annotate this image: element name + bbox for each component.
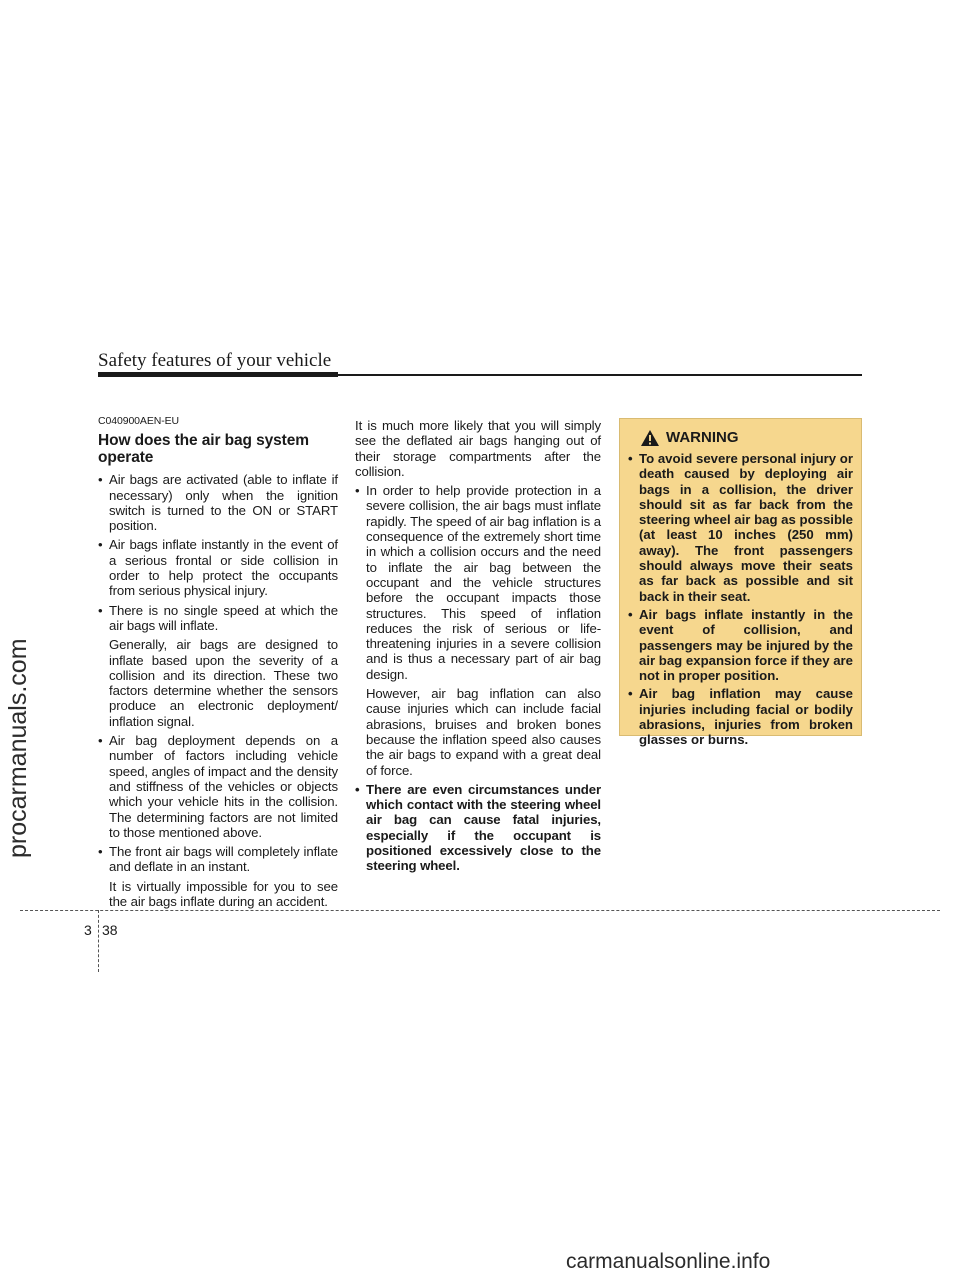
paragraph: It is much more likely that you will simply see the deflated air bags hanging out of their storage compartments after the collision. (355, 418, 601, 479)
list-item: • There are even circumstances under which contact with the steering wheel air bag can cause fatal injuries, especially if the occupant is positioned excessively close to the steering wheel. (355, 782, 601, 874)
list-item: • The front air bags will completely inflate and deflate in an instant. (98, 844, 338, 875)
section-code: C040900AEN-EU (98, 415, 179, 427)
watermark-carmanualsonline: carmanualsonline.info (566, 1250, 771, 1273)
warning-header (640, 429, 853, 447)
footer-vertical-rule (98, 910, 99, 972)
warning-list (628, 451, 853, 748)
warning-triangle-icon (640, 429, 660, 447)
bullet-list-left (98, 472, 338, 633)
list-item: • There is no single speed at which the air bags will inflate. (98, 603, 338, 634)
header-rule (98, 372, 862, 376)
header-rule-thin (338, 374, 862, 376)
paragraph-continuation: Generally, air bags are designed to inflate based upon the severity of a collision and its direction. These two factors determine whether the sensors produce an electronic deployment/ inflation signal. (109, 637, 338, 729)
section-heading: How does the air bag system operate (98, 432, 309, 466)
warning-item: • To avoid severe personal injury or death caused by deploying air bags in a collision, the driver should sit as far back from the steering wheel air bag as possible (at least 10 inches (250 mm) away). The front passengers should always move their seats as far back as possible and sit back in their seat. (628, 451, 853, 604)
chapter-number: 3 (84, 922, 92, 938)
warning-item: • Air bags inflate instantly in the event of collision, and passengers may be injured by the air bag expansion force if they are not in proper position. (628, 607, 853, 683)
list-item: • Air bag deployment depends on a number of factors including vehicle speed, angles of impact and the density and stiffness of the vehicles or objects which your vehicle hits in the collision. The determining factors are not limited to those mentioned above. (98, 733, 338, 840)
paragraph-continuation: It is virtually impossible for you to see the air bags inflate during an accident. (109, 878, 338, 910)
page-header-title: Safety features of your vehicle (98, 350, 332, 371)
page-number: 38 (102, 922, 118, 938)
warning-box (619, 418, 862, 748)
paragraph-continuation: However, air bag inflation can also cause injuries which can include facial abrasions, bruises and broken bones because the inflation speed also causes the air bags to expand with a great deal of force. (366, 686, 601, 778)
footer-rule (20, 910, 940, 911)
watermark-procarmanuals: procarmanuals.com (4, 638, 32, 858)
bullet-list-middle (355, 483, 601, 682)
column-left (98, 414, 338, 913)
bullet-list-middle-bold (355, 782, 601, 874)
warning-item: • Air bag inflation may cause injuries including facial or bodily abrasions, injuries from broken glasses or burns. (628, 686, 853, 747)
list-item: • Air bags inflate instantly in the event of a serious frontal or side collision in order to help protect the occupants from serious physical injury. (98, 537, 338, 598)
warning-title: WARNING (666, 429, 739, 447)
list-item: • In order to help provide protection in a severe collision, the air bags must inflate rapidly. The speed of air bag inflation is a consequence of the extremely short time in which a collision occurs and the need to inflate the air bag between the occupant and the vehicle structures before the occupant impacts those structures. This speed of inflation reduces the risk of serious or life-threatening injuries in a severe collision and is thus a necessary part of air bag design. (355, 483, 601, 682)
bullet-list-left-2 (98, 733, 338, 875)
column-middle (355, 418, 601, 878)
header-rule-thick (98, 372, 338, 377)
list-item: • Air bags are activated (able to inflate if necessary) only when the ignition switch is turned to the ON or START position. (98, 472, 338, 533)
